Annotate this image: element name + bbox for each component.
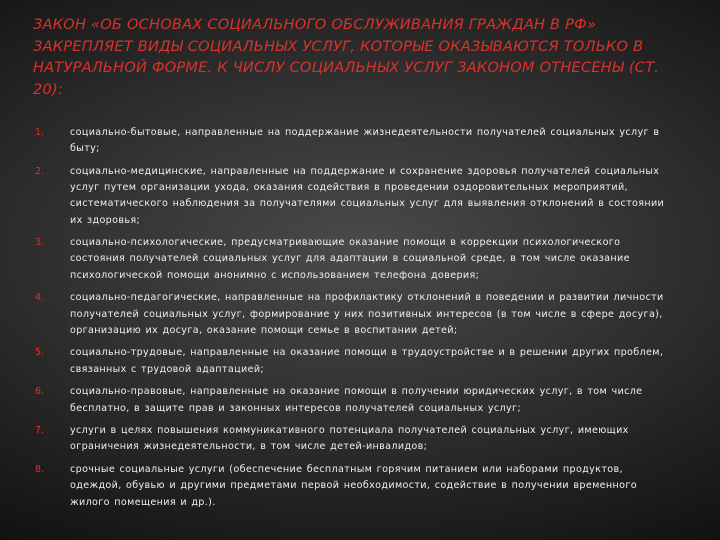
- list-item-number: 7.: [35, 425, 45, 437]
- list-item-text: социально-психологические, предусматривающие оказание помощи в коррекции психологического состояния получателей социальных услуг для адаптации в социальной среде, в том числе оказание психологической помощи анонимно с использованием телефона доверия;: [70, 237, 630, 281]
- list-item: [35, 384, 675, 416]
- list-item-text: услуги в целях повышения коммуникативного потенциала получателей социальных услуг, имеющих ограничения жизнедеятельности, в том числе детей-инвалидов;: [70, 425, 629, 453]
- list-item: [35, 462, 675, 511]
- services-list: [35, 125, 675, 517]
- slide-title: ЗАКОН «ОБ ОСНОВАХ СОЦИАЛЬНОГО ОБСЛУЖИВАНИЯ ГРАЖДАН В РФ» ЗАКРЕПЛЯЕТ ВИДЫ СОЦИАЛЬНЫХ УСЛУГ, КОТОРЫЕ ОКАЗЫВАЮТСЯ ТОЛЬКО В НАТУРАЛЬНОЙ ФОРМЕ. К ЧИСЛУ СОЦИАЛЬНЫХ УСЛУГ ЗАКОНОМ ОТНЕСЕНЫ (СТ. 20):: [33, 16, 660, 98]
- list-item-number: 5.: [35, 347, 45, 359]
- list-item-text: социально-педагогические, направленные на профилактику отклонений в поведении и развитии личности получателей социальных услуг, формирование у них позитивных интересов (в том числе в сфере досуга), организацию их досуга, оказание помощи семье в воспитании детей;: [70, 292, 664, 336]
- list-item-text: социально-бытовые, направленные на поддержание жизнедеятельности получателей социальных услуг в быту;: [70, 127, 660, 155]
- list-item-text: социально-трудовые, направленные на оказание помощи в трудоустройстве и в решении других проблем, связанных с трудовой адаптацией;: [70, 347, 664, 375]
- list-item-text: срочные социальные услуги (обеспечение бесплатным горячим питанием или наборами продуктов, одеждой, обувью и другими предметами первой необходимости, содействие в получении временного жилого помещения и др.).: [70, 464, 637, 508]
- list-item-text: социально-правовые, направленные на оказание помощи в получении юридических услуг, в том числе бесплатно, в защите прав и законных интересов получателей социальных услуг;: [70, 386, 643, 414]
- list-item: [35, 345, 675, 377]
- list-item: [35, 423, 675, 455]
- list-item: [35, 235, 675, 284]
- list-item: [35, 164, 675, 229]
- list-item-number: 4.: [35, 292, 45, 304]
- list-item-text: социально-медицинские, направленные на поддержание и сохранение здоровья получателей социальных услуг путем организации ухода, оказания содействия в проведении оздоровительных мероприятий, систематического наблюдения за получателями социальных услуг для выявления отклонений в состоянии их здоровья;: [70, 165, 665, 226]
- list-item-number: 8.: [35, 464, 45, 476]
- list-item: [35, 125, 675, 157]
- list-item-number: 1.: [35, 127, 45, 138]
- list-item-number: 3.: [35, 237, 45, 249]
- list-item: [35, 290, 675, 339]
- list-item-number: 2.: [35, 165, 45, 177]
- list-item-number: 6.: [35, 386, 45, 398]
